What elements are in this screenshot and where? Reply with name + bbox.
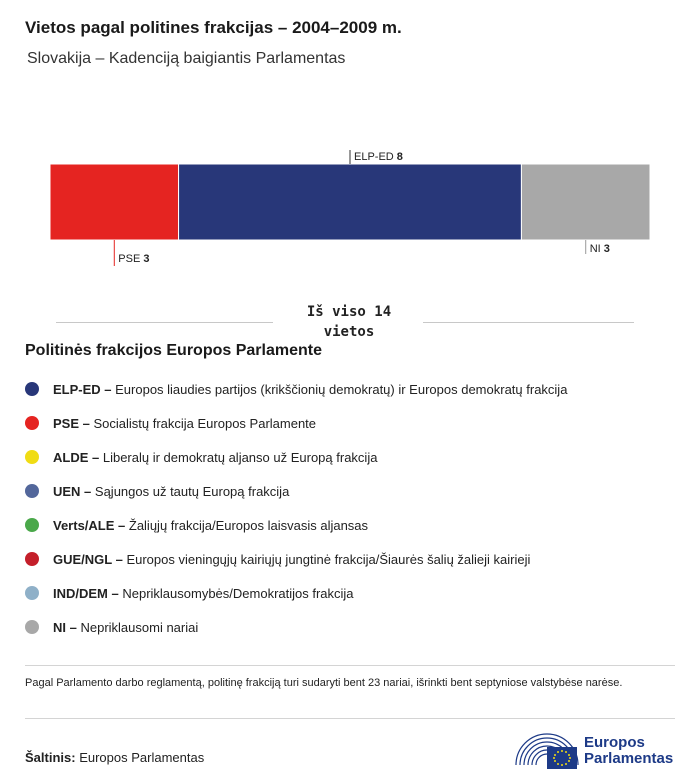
segment-label-value: 3	[603, 243, 610, 255]
legend-item	[25, 542, 567, 576]
legend-abbreviation: Verts/ALE –	[53, 517, 129, 533]
total-seats-line1: Iš viso 14	[306, 304, 392, 320]
segment-label-value: 8	[396, 151, 403, 163]
legend-description: Nepriklausomi nariai	[80, 619, 199, 635]
segment-label-value: 3	[143, 253, 150, 265]
legend-abbreviation: PSE –	[53, 415, 94, 431]
legend-abbreviation: ELP-ED –	[53, 381, 116, 397]
legend-description: Sąjungos už tautų Europą frakcija	[94, 483, 290, 499]
segment-label	[118, 253, 149, 265]
divider-top	[25, 665, 675, 666]
bar-segment-elp-ed	[179, 164, 522, 240]
chart-subtitle: Slovakija – Kadenciją baigiantis Parlamentas	[27, 50, 346, 67]
total-seats-divider	[56, 300, 634, 342]
segment-label-name: ELP-ED	[354, 151, 397, 163]
european-parliament-hemicycle-icon	[514, 727, 580, 771]
footnote: Pagal Parlamento darbo reglamentą, politinę frakciją turi sudaryti bent 23 nariai, išrinkti bent septyniose valstybėse narėse.	[25, 677, 623, 689]
legend-item	[25, 576, 567, 610]
legend	[25, 372, 567, 644]
source-line	[25, 750, 204, 765]
divider-bottom	[25, 718, 675, 719]
legend-abbreviation: IND/DEM –	[53, 585, 123, 601]
logo-line1: Europos	[584, 734, 645, 751]
legend-title: Politinės frakcijos Europos Parlamente	[25, 342, 322, 359]
segment-label	[590, 243, 610, 255]
legend-abbreviation: NI –	[53, 619, 81, 635]
segment-label	[354, 151, 403, 163]
total-seats-line2: vietos	[323, 324, 375, 340]
legend-item	[25, 406, 567, 440]
bar-segment-pse	[50, 164, 179, 240]
legend-color-swatch	[25, 416, 39, 430]
legend-item	[25, 508, 567, 542]
legend-item	[25, 610, 567, 644]
legend-color-swatch	[25, 382, 39, 396]
legend-description: Socialistų frakcija Europos Parlamente	[93, 415, 317, 431]
legend-color-swatch	[25, 484, 39, 498]
segment-label-name: NI	[589, 243, 604, 255]
legend-description: Liberalų ir demokratų aljanso už Europą frakcija	[102, 449, 378, 465]
total-divider-left	[56, 322, 273, 323]
legend-item	[25, 440, 567, 474]
legend-description: Žaliųjų frakcija/Europos laisvasis aljansas	[128, 517, 369, 533]
logo-wordmark	[584, 735, 673, 767]
legend-abbreviation: UEN –	[53, 483, 95, 499]
legend-description: Nepriklausomybės/Demokratijos frakcija	[122, 585, 354, 601]
legend-description: Europos liaudies partijos (krikščionių demokratų) ir Europos demokratų frakcija	[115, 381, 568, 397]
logo-line2: Parlamentas	[584, 750, 674, 767]
legend-color-swatch	[25, 586, 39, 600]
legend-item	[25, 474, 567, 508]
total-divider-right	[418, 322, 634, 323]
source-label: Šaltinis:	[25, 750, 76, 765]
segment-label-name: PSE	[118, 253, 144, 265]
total-seats-label	[275, 302, 423, 342]
legend-abbreviation: GUE/NGL –	[53, 551, 127, 567]
bar-segment-ni	[521, 164, 650, 240]
legend-color-swatch	[25, 450, 39, 464]
chart-title: Vietos pagal politines frakcijas – 2004–2009 m.	[25, 18, 402, 37]
legend-abbreviation: ALDE –	[53, 449, 103, 465]
legend-color-swatch	[25, 620, 39, 634]
stacked-bar-chart	[0, 140, 700, 270]
source-text: Europos Parlamentas	[79, 750, 205, 765]
legend-description: Europos vieningųjų kairiųjų jungtinė frakcija/Šiaurės šalių žalieji kairieji	[126, 551, 531, 567]
legend-item	[25, 372, 567, 406]
legend-color-swatch	[25, 518, 39, 532]
legend-color-swatch	[25, 552, 39, 566]
european-parliament-logo	[514, 727, 684, 771]
